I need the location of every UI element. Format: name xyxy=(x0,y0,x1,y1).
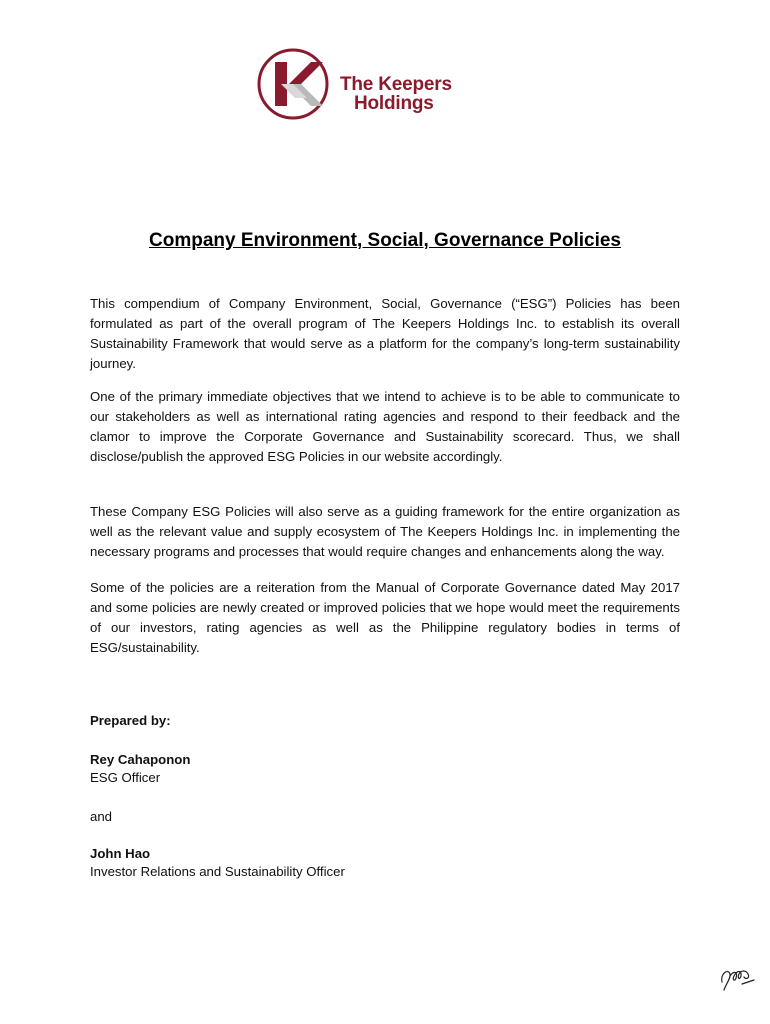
paragraph-2: One of the primary immediate objectives that we intend to achieve is to be able to communicate to our stakeholders as well as international rating agencies and respond to their feedback and the clamor to improve the Corporate Governance and Sustainability scorecard. Thus, we shall disclose/publish the approved ESG Policies in our website accordingly. xyxy=(90,389,680,464)
handwritten-initials-icon xyxy=(718,960,758,994)
prepared-by-label: Prepared by: xyxy=(90,713,171,728)
logo-wordmark xyxy=(340,75,452,113)
signatory-1-title: ESG Officer xyxy=(90,770,161,785)
keepers-k-mark-icon xyxy=(253,48,337,120)
logo-line-1: The Keepers xyxy=(340,74,452,95)
company-logo xyxy=(253,48,483,120)
paragraph-3: These Company ESG Policies will also serve as a guiding framework for the entire organization as well as the relevant value and supply ecosystem of The Keepers Holdings Inc. in implementing the necessary programs and processes that would require changes and enhancements along the way. xyxy=(90,504,680,559)
conjunction-text: and xyxy=(90,809,113,824)
signatory-2-title: Investor Relations and Sustainability Officer xyxy=(90,864,345,879)
paragraph-1: This compendium of Company Environment, Social, Governance (“ESG”) Policies has been formulated as part of the overall program of The Keepers Holdings Inc. to establish its overall Sustainability Framework that would serve as a platform for the company’s long-term sustainability journey. xyxy=(90,296,680,371)
document-title: Company Environment, Social, Governance Policies xyxy=(149,230,621,251)
paragraph-4: Some of the policies are a reiteration from the Manual of Corporate Governance dated May 2017 and some policies are newly created or improved policies that we hope would meet the requirements of our investors, rating agencies as well as the Philippine regulatory bodies in terms of ESG/sustainability. xyxy=(90,580,680,655)
signatory-2-name: John Hao xyxy=(90,846,151,861)
signatory-1-name: Rey Cahaponon xyxy=(90,752,191,767)
logo-line-2: Holdings xyxy=(354,93,434,114)
